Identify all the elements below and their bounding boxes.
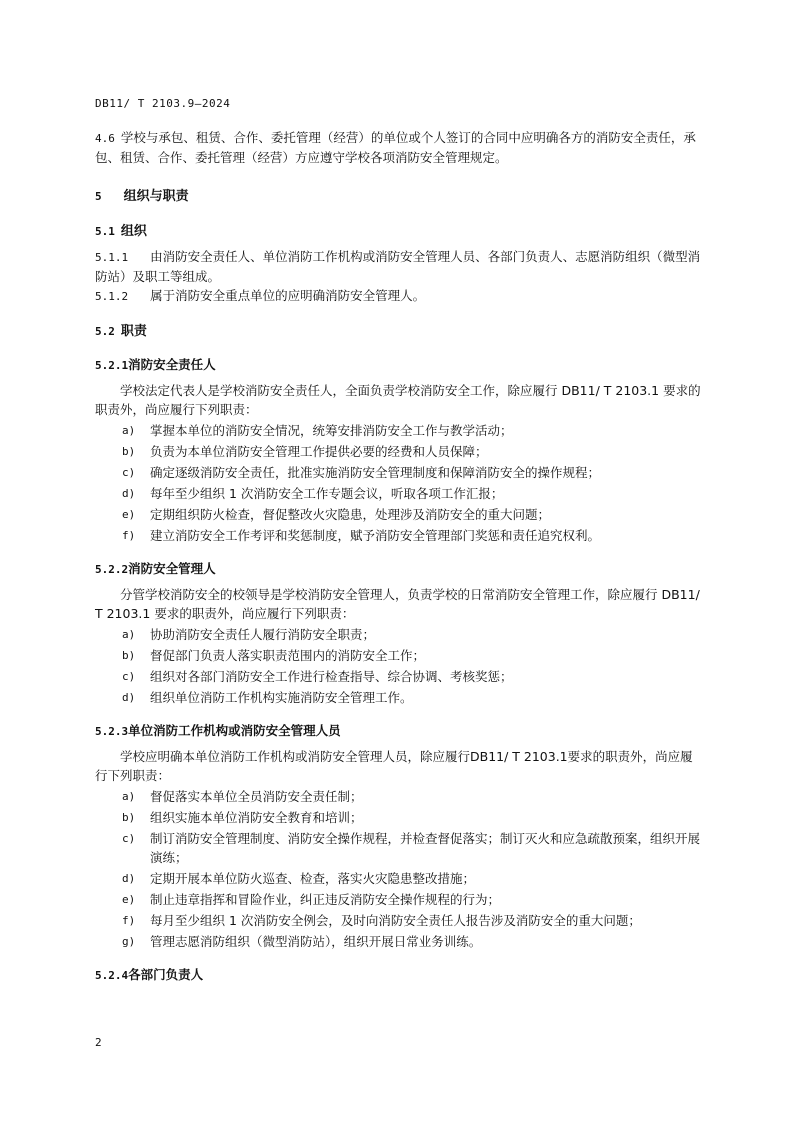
list-item (95, 484, 705, 503)
section-5-2-heading (95, 322, 705, 341)
document-code: DB11/ T 2103.9—2024 (95, 97, 231, 110)
section-title: 职责 (120, 324, 147, 339)
list-label: d) (122, 691, 136, 704)
list-label: f) (122, 914, 136, 927)
section-title: 组织与职责 (123, 189, 189, 204)
list-label: c) (122, 466, 136, 479)
list-label: b) (122, 445, 136, 458)
list-text: 组织对各部门消防安全工作进行检查指导、综合协调、考核奖惩； (150, 669, 513, 684)
duty-list (95, 787, 705, 951)
section-5-2-1-heading (95, 355, 705, 375)
section-number: 5.1 (95, 225, 115, 238)
list-item (95, 463, 705, 482)
section-title: 单位消防工作机构或消防安全管理人员 (128, 723, 341, 738)
list-label: d) (122, 487, 136, 500)
list-label: b) (122, 811, 136, 824)
list-label: a) (122, 424, 136, 437)
list-label: g) (122, 935, 136, 948)
section-number: 5.2.1 (95, 359, 129, 372)
list-label: a) (122, 628, 136, 641)
list-item (95, 890, 705, 909)
clause-text: 学校与承包、租赁、合作、委托管理（经营）的单位或个人签订的合同中应明确各方的消防安全责任，承包、租赁、合作、委托管理（经营）方应遵守学校各项消防安全管理规定。 (95, 130, 696, 165)
list-item (95, 808, 705, 827)
section-title: 组织 (120, 224, 147, 239)
clause-5-1-1 (95, 247, 705, 286)
list-item (95, 787, 705, 806)
list-item (95, 421, 705, 440)
list-label: c) (122, 670, 136, 683)
clause-number: 5.1.2 (95, 290, 129, 303)
list-text: 制止违章指挥和冒险作业，纠正违反消防安全操作规程的行为； (150, 892, 501, 907)
list-text: 协助消防安全责任人履行消防安全职责； (150, 627, 376, 642)
list-text: 每月至少组织 1 次消防安全例会，及时向消防安全责任人报告涉及消防安全的重大问题； (150, 913, 641, 928)
section-title: 各部门负责人 (128, 967, 204, 982)
list-text: 掌握本单位的消防安全情况，统筹安排消防安全工作与教学活动； (150, 423, 513, 438)
list-item (95, 625, 705, 644)
list-text: 每年至少组织 1 次消防安全工作专题会议，听取各项工作汇报； (150, 486, 504, 501)
list-text: 督促部门负责人落实职责范围内的消防安全工作； (150, 648, 426, 663)
list-item (95, 829, 705, 867)
list-label: b) (122, 649, 136, 662)
section-title: 消防安全管理人 (128, 561, 216, 576)
list-text: 督促落实本单位全员消防安全责任制； (150, 789, 363, 804)
list-label: f) (122, 529, 136, 542)
list-label: c) (122, 832, 136, 845)
section-5-1-heading (95, 222, 705, 241)
section-5-2-3-heading (95, 721, 705, 741)
section-5-heading (95, 187, 705, 206)
duty-list (95, 421, 705, 545)
section-title: 消防安全责任人 (128, 357, 216, 372)
section-number: 5 (95, 190, 102, 203)
list-item (95, 688, 705, 707)
list-text: 管理志愿消防组织（微型消防站），组织开展日常业务训练。 (150, 934, 482, 949)
list-text: 组织实施本单位消防安全教育和培训； (150, 810, 363, 825)
list-label: d) (122, 872, 136, 885)
list-text: 定期组织防火检查，督促整改火灾隐患，处理涉及消防安全的重大问题； (150, 507, 551, 522)
list-label: a) (122, 790, 136, 803)
list-item (95, 442, 705, 461)
section-5-2-4-heading (95, 965, 705, 985)
list-item (95, 526, 705, 545)
list-text: 制订消防安全管理制度、消防安全操作规程，并检查督促落实；制订灭火和应急疏散预案，组织开展演练； (150, 831, 701, 865)
section-number: 5.2.2 (95, 563, 129, 576)
clause-number: 4.6 (95, 132, 115, 145)
list-item (95, 869, 705, 888)
section-number: 5.2 (95, 325, 115, 338)
list-item (95, 667, 705, 686)
list-item (95, 932, 705, 951)
clause-number: 5.1.1 (95, 251, 129, 264)
clause-5-1-2 (95, 286, 705, 306)
list-label: e) (122, 508, 136, 521)
page-number: 2 (95, 1036, 102, 1049)
document-body (95, 128, 705, 985)
list-text: 建立消防安全工作考评和奖惩制度，赋予消防安全管理部门奖惩和责任追究权利。 (150, 528, 601, 543)
list-label: e) (122, 893, 136, 906)
clause-4-6 (95, 128, 705, 167)
list-item (95, 646, 705, 665)
section-5-2-2-heading (95, 559, 705, 579)
clause-text: 属于消防安全重点单位的应明确消防安全管理人。 (150, 288, 426, 303)
list-text: 组织单位消防工作机构实施消防安全管理工作。 (150, 690, 413, 705)
section-intro: 学校应明确本单位消防工作机构或消防安全管理人员，除应履行DB11/ T 2103.1要求的职责外，尚应履行下列职责： (95, 749, 693, 783)
section-number: 5.2.4 (95, 969, 129, 982)
duty-list (95, 625, 705, 707)
list-item (95, 911, 705, 930)
list-text: 确定逐级消防安全责任，批准实施消防安全管理制度和保障消防安全的操作规程； (150, 465, 601, 480)
clause-text: 由消防安全责任人、单位消防工作机构或消防安全管理人员、各部门负责人、志愿消防组织（微型消防站）及职工等组成。 (95, 249, 701, 284)
list-text: 定期开展本单位防火巡查、检查，落实火灾隐患整改措施； (150, 871, 476, 886)
section-intro: 学校法定代表人是学校消防安全责任人，全面负责学校消防安全工作，除应履行 DB11/ T 2103.1 要求的职责外，尚应履行下列职责： (95, 383, 701, 417)
list-text: 负责为本单位消防安全管理工作提供必要的经费和人员保障； (150, 444, 488, 459)
list-item (95, 505, 705, 524)
section-number: 5.2.3 (95, 725, 129, 738)
section-intro: 分管学校消防安全的校领导是学校消防安全管理人，负责学校的日常消防安全管理工作，除应履行 DB11/ T 2103.1 要求的职责外，尚应履行下列职责： (95, 587, 700, 621)
